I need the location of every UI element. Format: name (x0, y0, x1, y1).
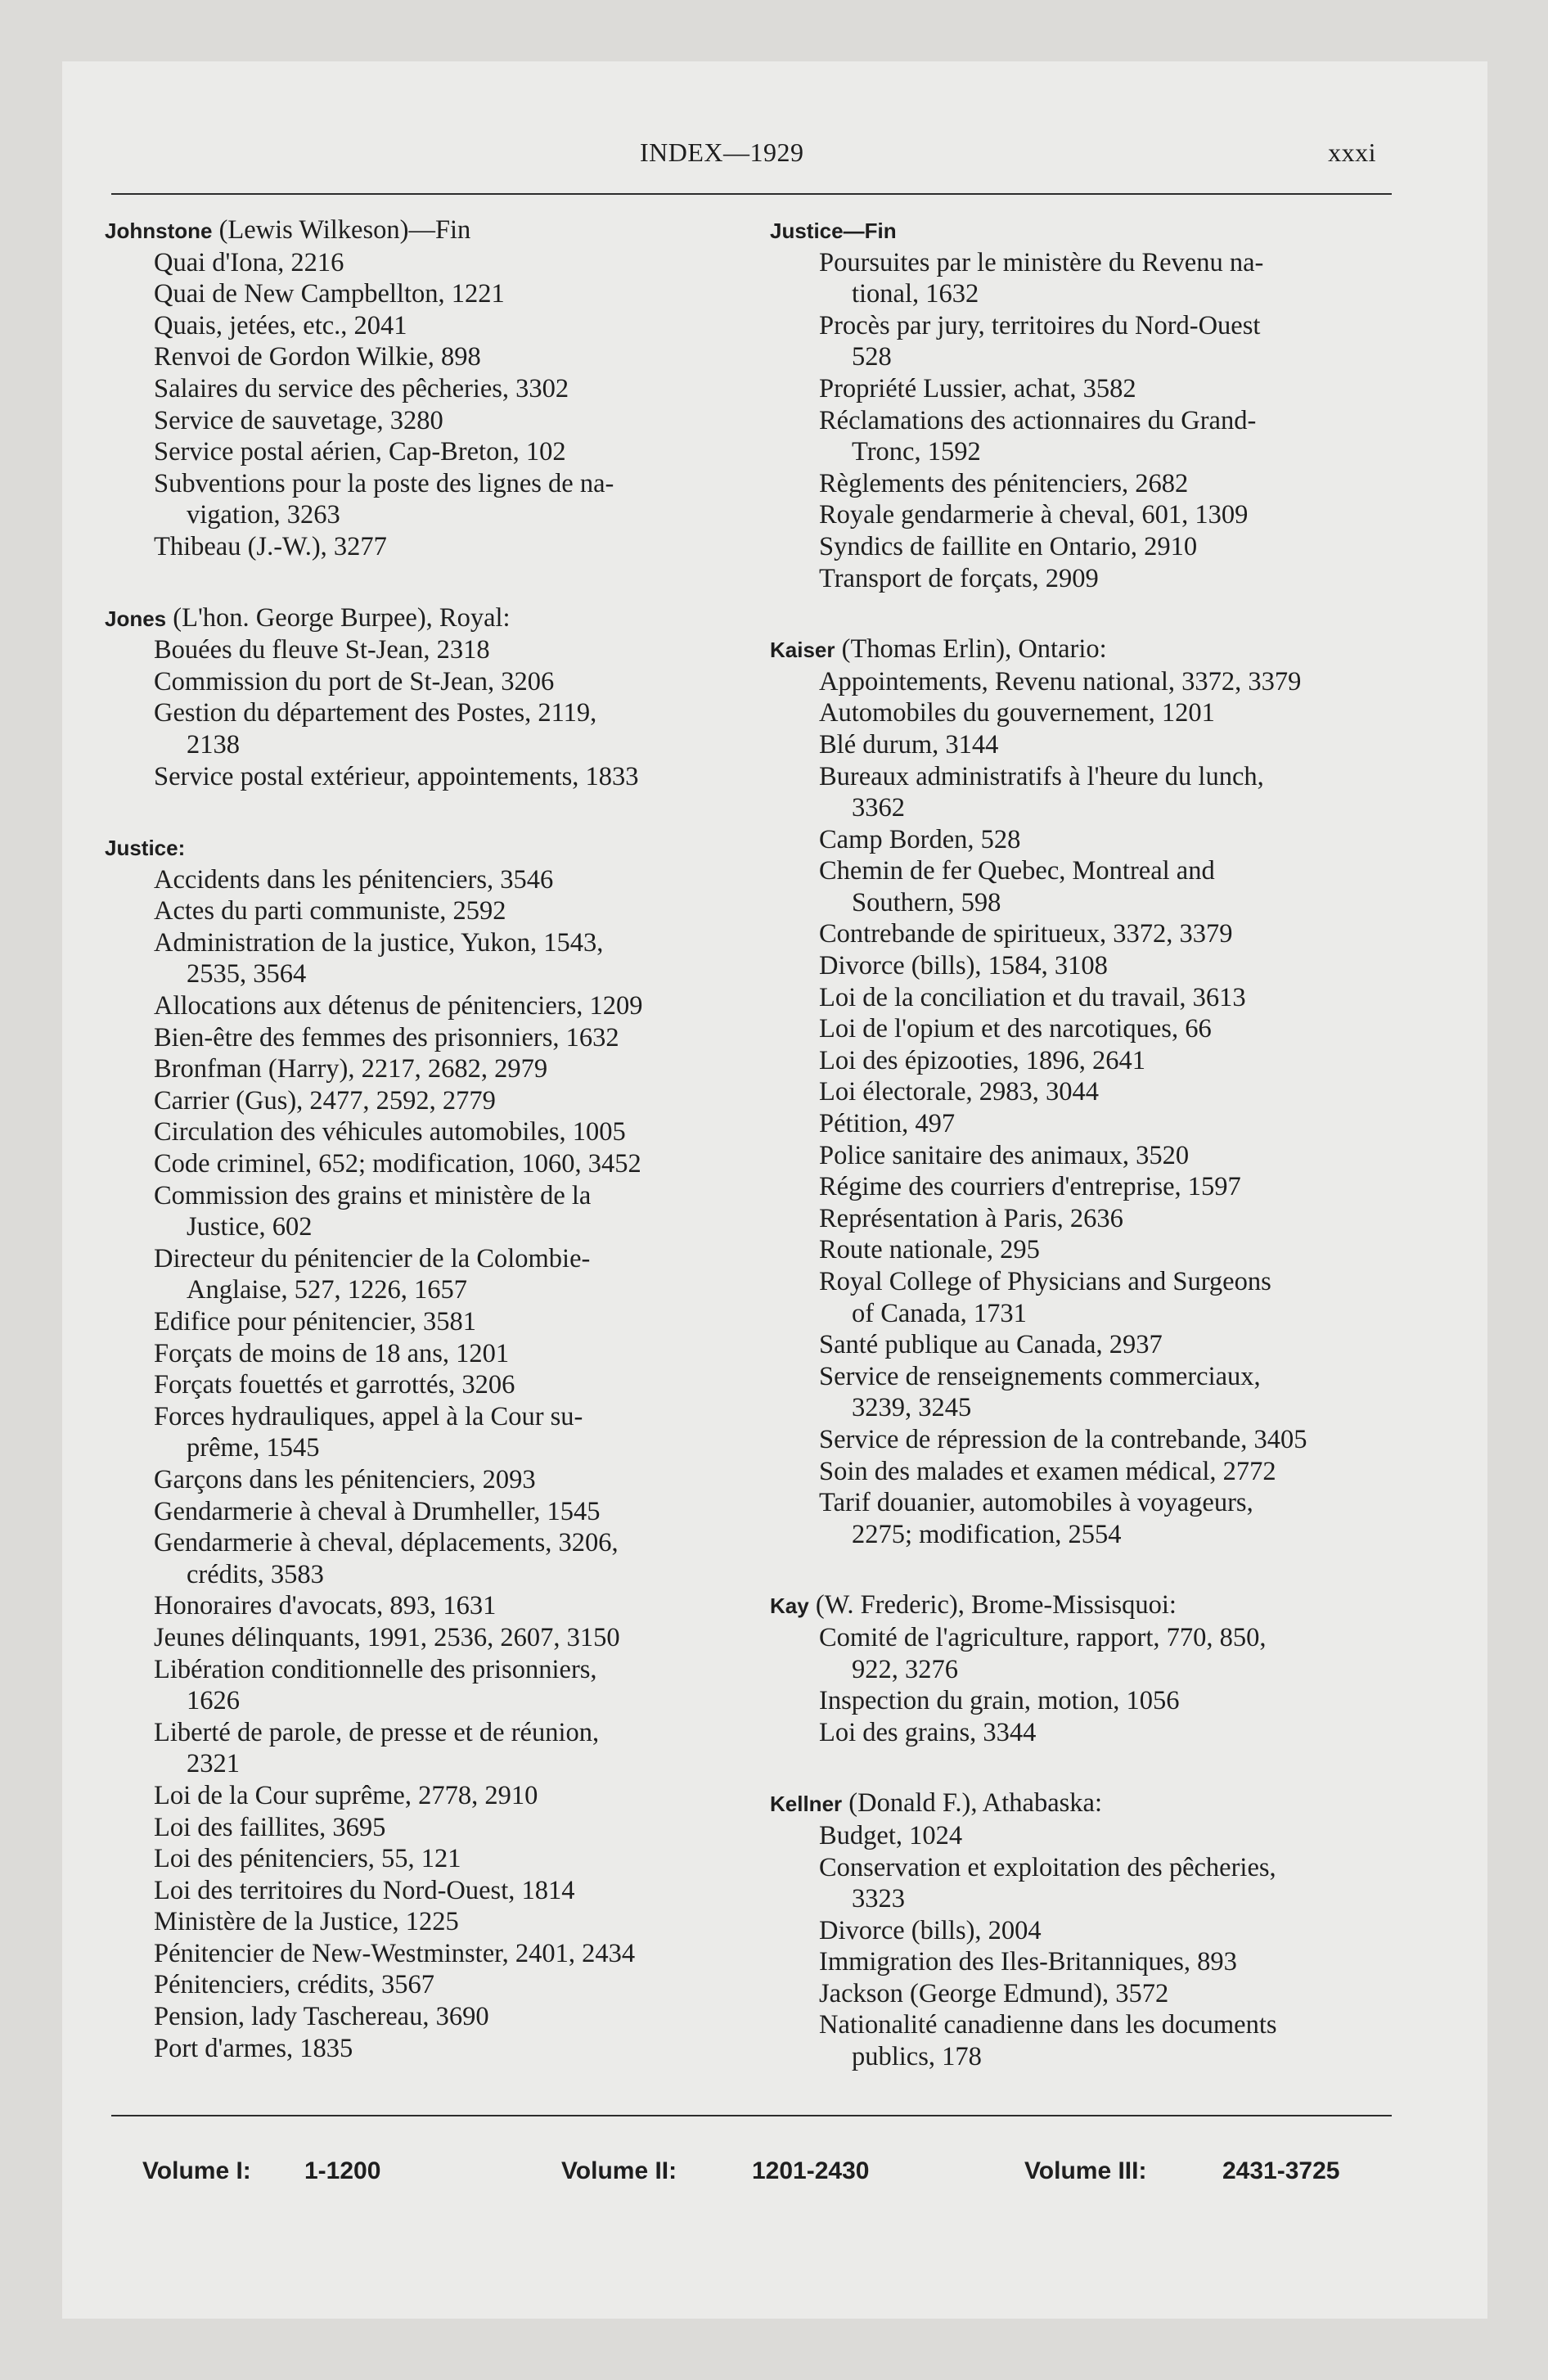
section-heading (105, 214, 747, 247)
entry-text: Divorce (bills), 2004 (819, 1915, 1042, 1945)
index-entry (154, 927, 747, 990)
index-entry (819, 950, 1395, 982)
entry-text: Appointements, Revenu national, 3372, 3379 (819, 666, 1302, 696)
entry-continuation: Southern, 598 (852, 887, 1001, 917)
entry-text: Quais, jetées, etc., 2041 (154, 310, 407, 340)
index-entry (819, 1852, 1395, 1915)
entry-text: Bureaux administratifs à l'heure du lunch, (819, 761, 1264, 791)
index-entry (154, 1622, 747, 1654)
index-section (105, 214, 747, 563)
index-entry (154, 1180, 747, 1243)
index-entry (154, 1938, 747, 1970)
entry-text: Quai d'Iona, 2216 (154, 247, 344, 277)
footer-rule (111, 2115, 1392, 2116)
entry-text: Garçons dans les pénitenciers, 2093 (154, 1464, 536, 1494)
entry-text: Nationalité canadienne dans les documents (819, 2010, 1277, 2040)
entry-continuation: 3239, 3245 (852, 1393, 972, 1423)
entry-text: Ministère de la Justice, 1225 (154, 1907, 459, 1937)
index-entry (819, 1622, 1395, 1685)
index-entry (819, 563, 1395, 595)
entry-continuation: 2321 (187, 1749, 240, 1779)
right-column (770, 214, 1395, 2073)
heading-qualifier: (Lewis Wilkeson)—Fin (218, 215, 471, 245)
index-entry (819, 499, 1395, 531)
entry-text: Pénitencier de New-Westminster, 2401, 2434 (154, 1938, 636, 1968)
entry-text: Jeunes délinquants, 1991, 2536, 2607, 3150 (154, 1622, 620, 1652)
index-entry (819, 1108, 1395, 1140)
heading-qualifier: (Donald F.), Athabaska: (848, 1788, 1102, 1819)
entry-text: Port d'armes, 1835 (154, 2033, 353, 2063)
entry-text: Subventions pour la poste des lignes de na- (154, 468, 614, 498)
entry-text: Règlements des pénitenciers, 2682 (819, 468, 1189, 498)
entry-text: Liberté de parole, de presse et de réunion, (154, 1717, 600, 1747)
index-entry (819, 982, 1395, 1014)
entry-text: Loi des territoires du Nord-Ouest, 1814 (154, 1875, 575, 1905)
index-entry (154, 1053, 747, 1085)
entry-text: Comité de l'agriculture, rapport, 770, 850, (819, 1622, 1267, 1652)
entry-text: Allocations aux détenus de pénitenciers, 1209 (154, 991, 643, 1021)
entry-text: Inspection du grain, motion, 1056 (819, 1686, 1180, 1716)
entry-text: Gendarmerie à cheval, déplacements, 3206, (154, 1528, 619, 1558)
index-entry (819, 1329, 1395, 1361)
index-entry (154, 1654, 747, 1717)
section-heading (770, 633, 1395, 666)
index-entry (819, 855, 1395, 918)
entry-text: Loi électorale, 2983, 3044 (819, 1077, 1100, 1107)
entry-text: Police sanitaire des animaux, 3520 (819, 1140, 1190, 1170)
entry-continuation: Tronc, 1592 (852, 437, 981, 467)
entry-continuation: 2275; modification, 2554 (852, 1519, 1122, 1549)
index-entry (154, 1969, 747, 2001)
index-entry (154, 1780, 747, 1812)
heading-name: Jones (105, 606, 167, 631)
entry-text: Directeur du pénitencier de la Colombie- (154, 1243, 591, 1273)
entry-text: Jackson (George Edmund), 3572 (819, 1978, 1169, 2008)
index-entry (154, 1717, 747, 1780)
section-heading (105, 602, 747, 635)
entry-continuation: 1626 (187, 1686, 240, 1716)
entry-text: Gendarmerie à cheval à Drumheller, 1545 (154, 1496, 601, 1526)
section-gap (770, 594, 1395, 633)
index-entry (819, 247, 1395, 310)
index-entry (154, 990, 747, 1022)
index-entry (154, 1369, 747, 1401)
entry-text: Syndics de faillite en Ontario, 2910 (819, 531, 1198, 561)
entry-text: Budget, 1024 (819, 1820, 963, 1850)
index-entry (819, 824, 1395, 856)
index-entry (819, 1045, 1395, 1077)
entry-text: Pension, lady Taschereau, 3690 (154, 2002, 489, 2032)
entry-text: Loi des épizooties, 1896, 2641 (819, 1045, 1145, 1075)
index-entry (819, 1361, 1395, 1424)
index-entry (154, 1527, 747, 1590)
entry-text: Service de sauvetage, 3280 (154, 405, 443, 435)
entry-continuation: 922, 3276 (852, 1654, 958, 1684)
entry-text: Administration de la justice, Yukon, 1543, (154, 927, 604, 958)
index-entry (154, 2033, 747, 2065)
entry-text: Pénitenciers, crédits, 3567 (154, 1970, 434, 2000)
volume-2-label: Volume II: (561, 2157, 677, 2184)
volume-3-range: 2431-3725 (1222, 2157, 1340, 2184)
index-entry (154, 468, 747, 531)
section-heading (105, 832, 747, 864)
entry-text: Code criminel, 652; modification, 1060, 3452 (154, 1149, 641, 1179)
index-entry (154, 247, 747, 279)
entry-text: Loi de la Cour suprême, 2778, 2910 (154, 1780, 538, 1810)
index-entry (819, 2009, 1395, 2072)
index-entry (819, 918, 1395, 950)
entry-continuation: 2535, 3564 (187, 959, 307, 989)
index-entry (819, 373, 1395, 405)
entry-continuation: publics, 178 (852, 2042, 982, 2072)
entry-continuation: 528 (852, 342, 892, 372)
entry-text: Poursuites par le ministère du Revenu na- (819, 247, 1264, 277)
section-heading (770, 214, 1395, 247)
entry-text: Loi de la conciliation et du travail, 3613 (819, 982, 1246, 1012)
entry-text: Forces hydrauliques, appel à la Cour su- (154, 1401, 583, 1431)
index-entry (154, 666, 747, 698)
entry-text: Loi de l'opium et des narcotiques, 66 (819, 1014, 1212, 1044)
entry-text: Blé durum, 3144 (819, 729, 999, 760)
index-entry (154, 1401, 747, 1464)
index-entry (819, 761, 1395, 824)
index-entry (819, 1820, 1395, 1852)
entry-text: Salaires du service des pêcheries, 3302 (154, 373, 569, 403)
index-entry (154, 895, 747, 927)
entry-text: Circulation des véhicules automobiles, 1005 (154, 1117, 626, 1147)
entry-text: Loi des pénitenciers, 55, 121 (154, 1844, 461, 1874)
index-entry (819, 405, 1395, 468)
volume-3-label: Volume III: (1024, 2157, 1147, 2184)
index-entry (819, 1456, 1395, 1488)
heading-name: Johnstone (105, 219, 213, 243)
index-entry (819, 729, 1395, 761)
index-entry (154, 1906, 747, 1938)
index-section (770, 214, 1395, 594)
section-gap (105, 792, 747, 832)
index-section (770, 1589, 1395, 1748)
index-entry (819, 1424, 1395, 1456)
index-entry (154, 1812, 747, 1844)
index-entry (154, 278, 747, 310)
heading-qualifier: (W. Frederic), Brome-Missisquoi: (815, 1590, 1177, 1620)
heading-name: Justice: (105, 836, 186, 861)
entry-text: Edifice pour pénitencier, 3581 (154, 1307, 476, 1336)
entry-text: Thibeau (J.-W.), 3277 (154, 531, 387, 561)
entry-text: Tarif douanier, automobiles à voyageurs, (819, 1488, 1253, 1518)
heading-qualifier: (Thomas Erlin), Ontario: (841, 634, 1107, 665)
entry-text: Commission des grains et ministère de la (154, 1180, 592, 1210)
index-entry (154, 1590, 747, 1622)
index-entry (154, 310, 747, 342)
index-entry (819, 310, 1395, 373)
index-entry (819, 1685, 1395, 1717)
entry-text: Service postal extérieur, appointements, 1833 (154, 761, 639, 791)
index-entry (154, 1843, 747, 1875)
index-entry (819, 1140, 1395, 1172)
entry-text: Chemin de fer Quebec, Montreal and (819, 856, 1215, 886)
entry-continuation: 2138 (187, 729, 240, 760)
index-entry (154, 1085, 747, 1117)
index-entry (154, 405, 747, 437)
index-entry (819, 1978, 1395, 2010)
index-entry (154, 531, 747, 563)
entry-text: Conservation et exploitation des pêcheries, (819, 1852, 1276, 1882)
entry-text: Libération conditionnelle des prisonniers, (154, 1654, 597, 1684)
heading-name: Justice—Fin (770, 219, 897, 243)
entry-text: Pétition, 497 (819, 1109, 956, 1139)
entry-text: Royal College of Physicians and Surgeons (819, 1267, 1271, 1296)
entry-continuation: Justice, 602 (187, 1212, 313, 1242)
entry-text: Actes du parti communiste, 2592 (154, 896, 506, 926)
entry-text: Santé publique au Canada, 2937 (819, 1330, 1163, 1360)
index-entry (819, 1717, 1395, 1749)
left-column (105, 214, 747, 2064)
entry-text: Régime des courriers d'entreprise, 1597 (819, 1172, 1241, 1202)
index-entry (819, 1946, 1395, 1978)
entry-text: Gestion du département des Postes, 2119, (154, 698, 597, 728)
entry-text: Service de répression de la contrebande, 3405 (819, 1424, 1307, 1454)
entry-text: Camp Borden, 528 (819, 824, 1021, 854)
index-entry (154, 1875, 747, 1907)
entry-text: Honoraires d'avocats, 893, 1631 (154, 1591, 497, 1621)
entry-text: Service postal aérien, Cap-Breton, 102 (154, 437, 566, 467)
volume-1-label: Volume I: (142, 2157, 251, 2184)
entry-text: Loi des faillites, 3695 (154, 1812, 386, 1842)
entry-text: Loi des grains, 3344 (819, 1717, 1037, 1747)
index-entry (154, 2001, 747, 2033)
entry-text: Représentation à Paris, 2636 (819, 1203, 1123, 1233)
index-section (770, 1787, 1395, 2072)
entry-text: Forçats de moins de 18 ans, 1201 (154, 1338, 510, 1368)
index-entry (154, 1496, 747, 1528)
heading-name: Kellner (770, 1792, 843, 1817)
entry-text: Divorce (bills), 1584, 3108 (819, 951, 1108, 981)
index-entry (819, 697, 1395, 729)
entry-text: Route nationale, 295 (819, 1235, 1040, 1265)
entry-text: Soin des malades et examen médical, 2772 (819, 1456, 1276, 1486)
index-entry (819, 1076, 1395, 1108)
index-entry (154, 341, 747, 373)
section-heading (770, 1589, 1395, 1622)
index-entry (154, 864, 747, 896)
index-entry (819, 1171, 1395, 1203)
entry-text: Royale gendarmerie à cheval, 601, 1309 (819, 500, 1249, 530)
entry-text: Propriété Lussier, achat, 3582 (819, 373, 1136, 403)
section-gap (105, 563, 747, 602)
index-entry (819, 1487, 1395, 1550)
entry-text: Forçats fouettés et garrottés, 3206 (154, 1370, 515, 1400)
entry-text: Bien-être des femmes des prisonniers, 1632 (154, 1022, 619, 1053)
heading-name: Kay (770, 1593, 809, 1619)
index-entry (154, 1306, 747, 1338)
section-gap (770, 1748, 1395, 1787)
index-entry (154, 697, 747, 760)
entry-text: Service de renseignements commerciaux, (819, 1361, 1261, 1391)
index-entry (154, 1116, 747, 1148)
entry-text: Renvoi de Gordon Wilkie, 898 (154, 342, 481, 372)
volume-2-range: 1201-2430 (752, 2157, 870, 2184)
index-section (105, 602, 747, 793)
index-entry (154, 1338, 747, 1370)
entry-text: Réclamations des actionnaires du Grand- (819, 405, 1257, 435)
entry-text: Accidents dans les pénitenciers, 3546 (154, 864, 554, 895)
index-entry (154, 436, 747, 468)
entry-continuation: prême, 1545 (187, 1433, 320, 1463)
entry-text: Bouées du fleuve St-Jean, 2318 (154, 635, 490, 665)
index-entry (154, 1464, 747, 1496)
index-entry (154, 634, 747, 666)
index-entry (819, 531, 1395, 563)
section-heading (770, 1787, 1395, 1820)
index-entry (154, 1243, 747, 1306)
entry-continuation: tional, 1632 (852, 279, 979, 309)
entry-continuation: 3323 (852, 1884, 905, 1914)
page-number: xxxi (1328, 137, 1376, 167)
entry-continuation: vigation, 3263 (187, 500, 340, 530)
heading-qualifier: (L'hon. George Burpee), Royal: (173, 602, 511, 633)
entry-continuation: crédits, 3583 (187, 1559, 324, 1589)
entry-text: Immigration des Iles-Britanniques, 893 (819, 1947, 1237, 1977)
index-entry (819, 1203, 1395, 1235)
entry-continuation: 3362 (852, 793, 905, 823)
section-gap (770, 1550, 1395, 1589)
index-section (770, 633, 1395, 1550)
entry-text: Automobiles du gouvernement, 1201 (819, 698, 1215, 728)
entry-continuation: of Canada, 1731 (852, 1298, 1027, 1328)
index-entry (154, 761, 747, 793)
index-entry (819, 1915, 1395, 1947)
header-rule (111, 193, 1392, 195)
entry-text: Carrier (Gus), 2477, 2592, 2779 (154, 1085, 496, 1116)
index-entry (154, 1022, 747, 1054)
index-entry (819, 666, 1395, 698)
index-entry (819, 1266, 1395, 1329)
index-entry (819, 1013, 1395, 1045)
entry-text: Commission du port de St-Jean, 3206 (154, 666, 555, 696)
entry-text: Procès par jury, territoires du Nord-Ouest (819, 310, 1261, 340)
index-section (105, 832, 747, 2064)
entry-text: Bronfman (Harry), 2217, 2682, 2979 (154, 1054, 548, 1084)
index-entry (154, 373, 747, 405)
index-entry (819, 1234, 1395, 1266)
entry-continuation: Anglaise, 527, 1226, 1657 (187, 1275, 468, 1305)
volume-1-range: 1-1200 (304, 2157, 381, 2184)
heading-name: Kaiser (770, 638, 835, 663)
entry-text: Contrebande de spiritueux, 3372, 3379 (819, 919, 1233, 949)
entry-text: Transport de forçats, 2909 (819, 563, 1099, 593)
entry-text: Quai de New Campbellton, 1221 (154, 279, 505, 309)
index-entry (154, 1148, 747, 1180)
page-title: INDEX—1929 (640, 137, 804, 167)
index-entry (819, 468, 1395, 500)
